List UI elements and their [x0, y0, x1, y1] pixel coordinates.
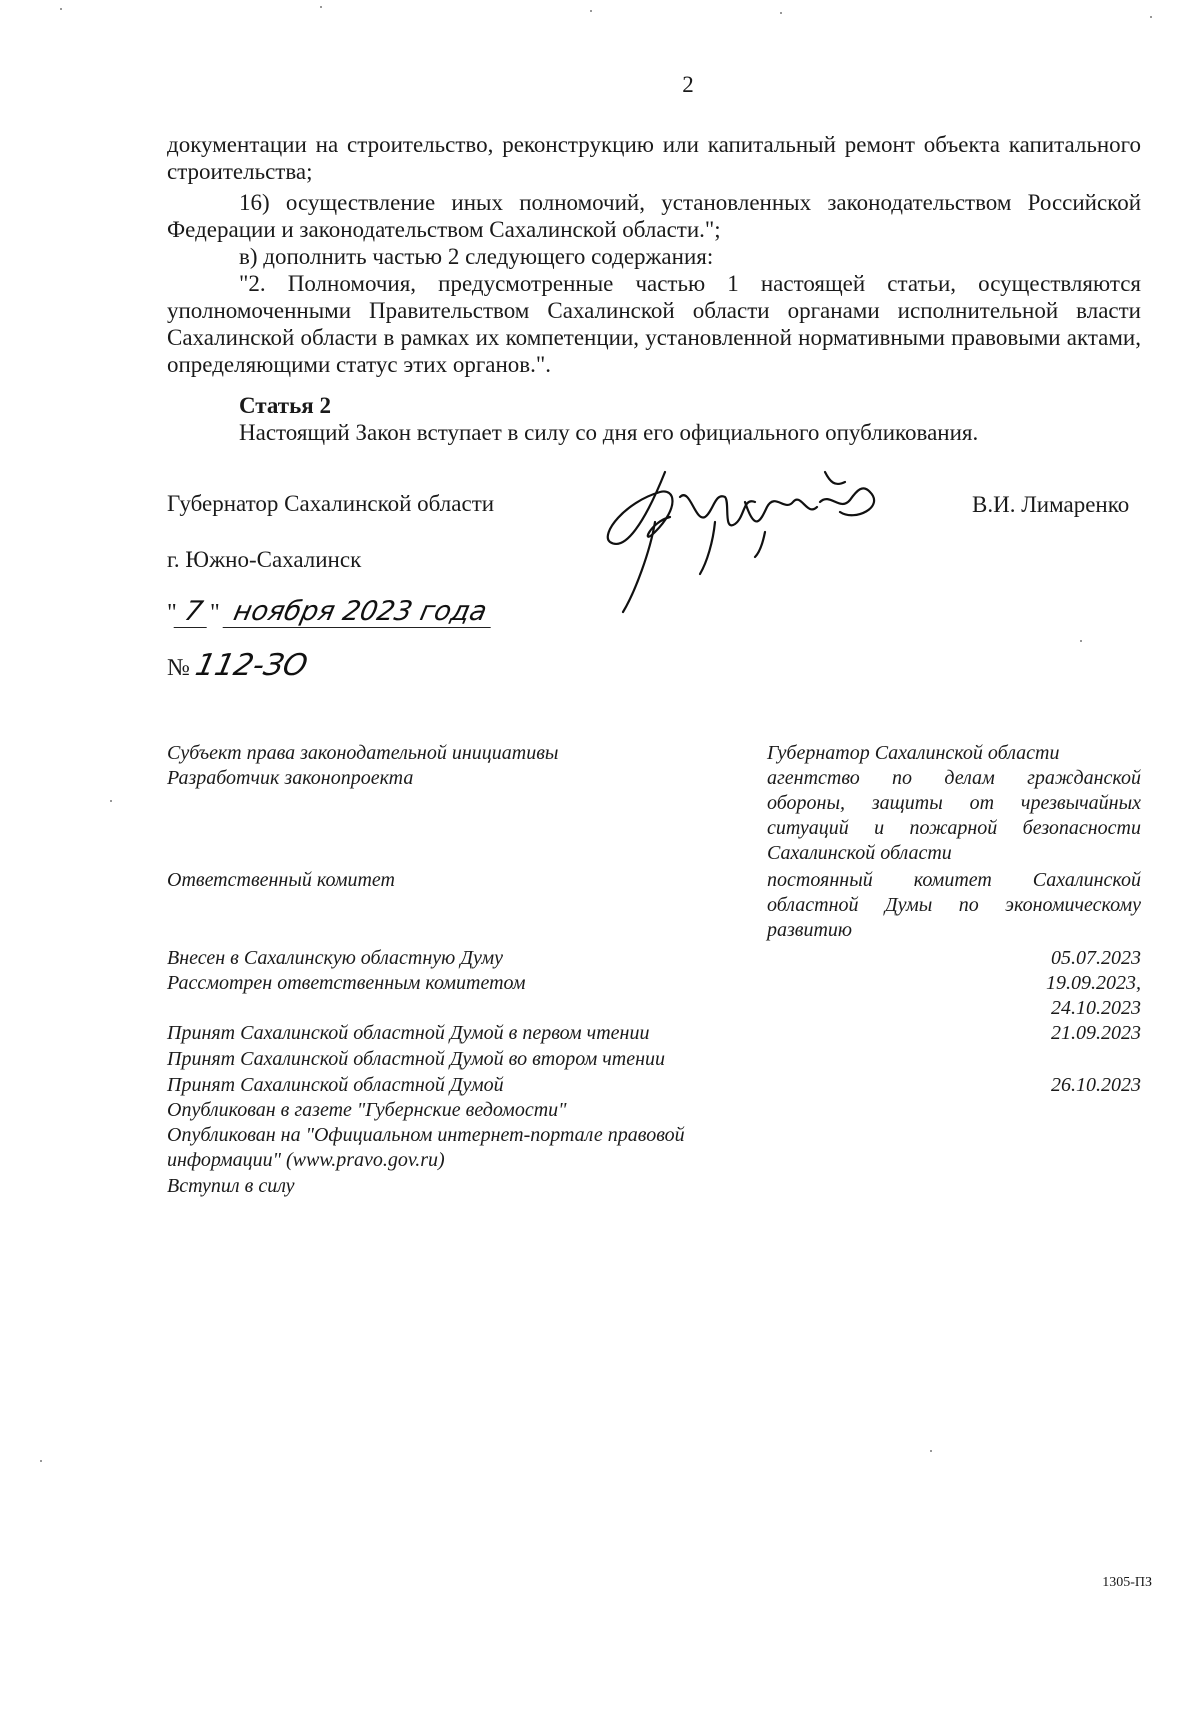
introduced-label: Внесен в Сахалинскую областную Думу — [167, 947, 504, 969]
page-number: 2 — [682, 72, 694, 97]
reviewed-label: Рассмотрен ответственным комитетом — [167, 972, 526, 994]
number-prefix: № — [167, 655, 190, 681]
continuation-paragraph: документации на строительство, реконструкцию или капитальный ремонт объекта капитального строительства; — [167, 132, 1141, 184]
adopted-label: Принят Сахалинской областной Думой — [167, 1074, 504, 1096]
handwritten-signature — [595, 462, 915, 622]
date-quote-close: " — [209, 600, 220, 626]
governor-position: Губернатор Сахалинской области — [167, 491, 495, 516]
reviewed-date-1: 19.09.2023, — [1046, 972, 1141, 994]
developer-label: Разработчик законопроекта — [167, 767, 414, 789]
first-reading-label: Принят Сахалинской областной Думой в первом чтении — [167, 1022, 650, 1044]
place: г. Южно-Сахалинск — [167, 547, 362, 572]
scan-speck — [1150, 16, 1152, 18]
developer-value: агентство по делам гражданской обороны, защиты от чрезвычайных ситуаций и пожарной безопасности Сахалинской области — [767, 767, 1141, 864]
law-number — [167, 648, 311, 683]
published-portal-label: Опубликован на "Официальном интернет-портале правовой информации" (www.pravo.gov.ru) — [167, 1124, 685, 1171]
signing-date — [167, 596, 494, 628]
scan-speck — [590, 10, 592, 12]
subject-value: Губернатор Сахалинской области — [767, 742, 1060, 764]
item-v-paragraph: в) дополнить частью 2 следующего содержания: — [239, 244, 714, 269]
article-2 — [167, 392, 978, 446]
published-newspaper-label: Опубликован в газете "Губернские ведомости" — [167, 1099, 567, 1121]
article-2-heading: Статья 2 — [239, 393, 331, 418]
governor-name: В.И. Лимаренко — [972, 492, 1130, 517]
article-2-text: Настоящий Закон вступает в силу со дня его официального опубликования. — [239, 420, 979, 445]
first-reading-date: 21.09.2023 — [1051, 1022, 1141, 1044]
date-quote-open: " — [167, 600, 177, 626]
scan-speck — [1080, 640, 1082, 642]
number-value: 112-ЗО — [192, 648, 311, 683]
date-month-year: ноября 2023 года — [222, 596, 497, 628]
effective-label: Вступил в силу — [167, 1175, 295, 1197]
introduced-date: 05.07.2023 — [1051, 947, 1141, 969]
subject-label: Субъект права законодательной инициативы — [167, 742, 559, 764]
adopted-date: 26.10.2023 — [1051, 1074, 1141, 1096]
date-day: 7 — [173, 596, 213, 628]
scan-speck — [60, 8, 62, 10]
scan-speck — [320, 6, 322, 8]
part-2-paragraph: "2. Полномочия, предусмотренные частью 1 настоящей статьи, осуществляются уполномоченными Правительством Сахалинской области органами исполнительной власти Сахалинской области в рамках их компетенции, установленной нормативными правовыми актами, определяющими статус этих органов.". — [167, 271, 1141, 377]
reviewed-date-2: 24.10.2023 — [1051, 997, 1141, 1019]
committee-value: постоянный комитет Сахалинской областной Думы по экономическому развитию — [767, 869, 1141, 941]
scan-speck — [780, 12, 782, 14]
footer-code: 1305-ПЗ — [1102, 1575, 1152, 1590]
second-reading-label: Принят Сахалинской областной Думой во втором чтении — [167, 1048, 666, 1070]
scan-speck — [110, 800, 112, 802]
committee-label: Ответственный комитет — [167, 869, 395, 891]
scan-speck — [40, 1460, 42, 1462]
scan-speck — [930, 1450, 932, 1452]
item-16-paragraph: 16) осуществление иных полномочий, установленных законодательством Российской Федерации и законодательством Сахалинской области."; — [167, 190, 1141, 242]
